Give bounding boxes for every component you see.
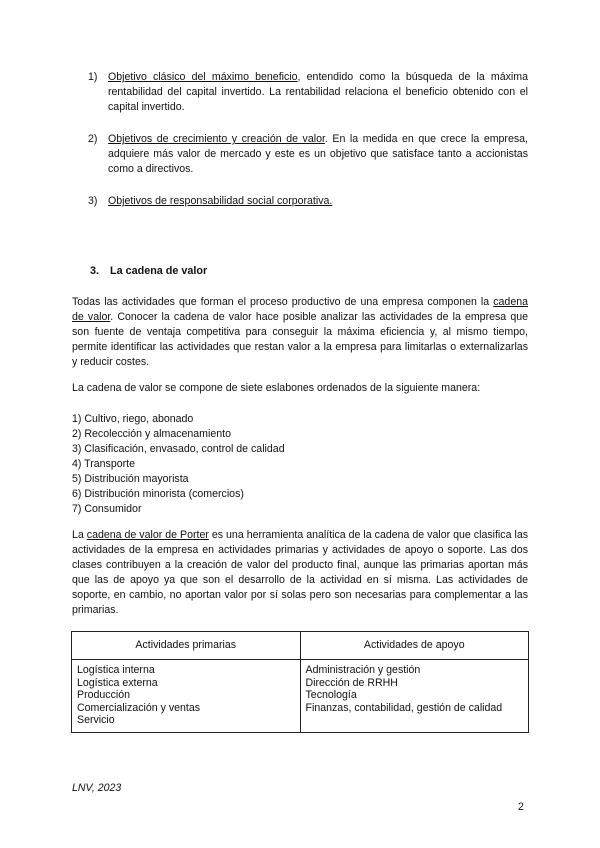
objective-number: 2) (88, 133, 98, 145)
paragraph-text: Todas las actividades que forman el proceso productivo de una empresa componen la (72, 296, 494, 308)
objectives-list (88, 70, 528, 209)
objective-item-1 (88, 70, 528, 115)
objective-title: Objetivos de responsabilidad social corporativa. (108, 195, 333, 207)
paragraph-text: . Conocer la cadena de valor hace posible analizar las actividades de la empresa que son fuente de ventaja competitiva para conseguir la máxima eficiencia y, al mismo tiempo, permite identificar las actividades que restan valor a la empresa para limitarlas o externalizarlas y reducir costes. (72, 311, 528, 368)
list-item: 3) Clasificación, envasado, control de calidad (72, 443, 285, 455)
footer-author: LNV, 2023 (72, 782, 122, 794)
activities-table (71, 631, 529, 733)
table-cell-item: Tecnología (305, 689, 357, 701)
list-item: 6) Distribución minorista (comercios) (72, 488, 244, 500)
objective-text: , entendido como la búsqueda de la máxima rentabilidad del capital invertido. La rentabilidad relaciona el beneficio obtenido con el capital invertido. (108, 71, 528, 113)
table-row (72, 660, 529, 733)
column-header-support: Actividades de apoyo (300, 632, 529, 660)
cadena-de-valor-link[interactable]: cadena de valor (72, 296, 528, 323)
objective-item-2 (88, 132, 528, 177)
table-cell-item: Logística interna (77, 664, 155, 676)
table-cell-item: Dirección de RRHH (305, 676, 398, 689)
table-cell-item: Finanzas, contabilidad, gestión de calidad (305, 701, 503, 714)
paragraph-porter (72, 528, 528, 618)
objective-number: 3) (88, 195, 98, 207)
list-item: 2) Recolección y almacenamiento (72, 428, 231, 440)
list-item: 5) Distribución mayorista (72, 473, 189, 485)
objective-text: . En la medida en que crece la empresa, adquiere más valor de mercado y este es un objetivo que satisface tanto a accionistas como a directivos. (108, 133, 528, 175)
column-header-primary: Actividades primarias (72, 632, 301, 660)
section-title: La cadena de valor (110, 265, 208, 277)
value-chain-links-list (72, 412, 528, 517)
paragraph-links-intro: La cadena de valor se compone de siete eslabones ordenados de la siguiente manera: (72, 382, 481, 394)
list-item: 7) Consumidor (72, 503, 142, 515)
paragraph-text: es una herramienta analítica de la cadena de valor que clasifica las actividades de la empresa en actividades primarias y actividades de apoyo o soporte. Las dos clases contribuyen a la creación de valor del producto final, aunque las primarias aportan más que las de apoyo ya que son el desarrollo de la actividad en sí misma. Las actividades de soporte, en cambio, no aportan valor por sí solas pero son necesarias para complementar a las primarias. (72, 529, 529, 616)
objective-number: 1) (88, 71, 98, 83)
section-heading (90, 264, 207, 279)
page-number: 2 (518, 801, 524, 813)
objective-title: Objetivo clásico del máximo beneficio (108, 71, 298, 83)
porter-value-chain-link[interactable]: cadena de valor de Porter (86, 529, 209, 541)
table-header-row (72, 632, 529, 660)
objective-item-3 (88, 194, 528, 209)
table-cell-item: Comercialización y ventas (77, 701, 201, 714)
table-cell-item: Logística externa (77, 676, 158, 689)
primary-activities-cell (72, 660, 301, 733)
list-item: 1) Cultivo, riego, abonado (72, 413, 194, 425)
support-activities-cell (300, 660, 529, 733)
list-item: 4) Transporte (72, 458, 136, 470)
table-cell-item: Administración y gestión (305, 664, 421, 676)
objective-title: Objetivos de crecimiento y creación de valor (108, 133, 325, 145)
paragraph-value-chain (72, 295, 528, 370)
paragraph-text: La (72, 529, 87, 541)
table-cell-item: Servicio (77, 714, 115, 726)
section-number: 3. (90, 265, 100, 277)
table-cell-item: Producción (77, 689, 130, 701)
